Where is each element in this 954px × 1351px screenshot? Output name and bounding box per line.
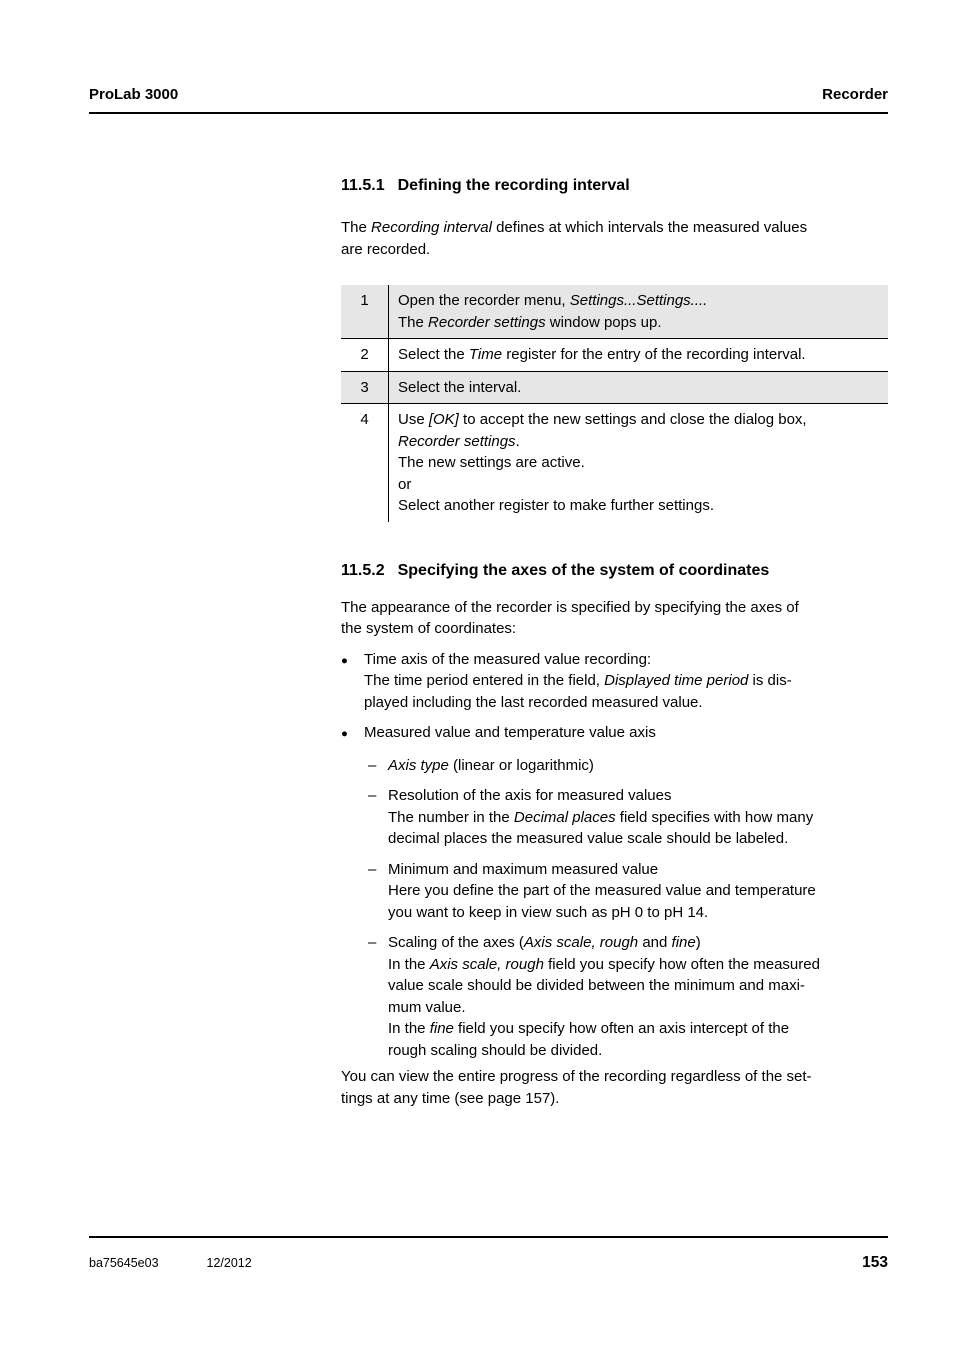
table-row: [341, 371, 888, 404]
text-line: mum value.: [388, 998, 466, 1016]
section-title: Defining the recording interval: [397, 177, 630, 194]
section-number: 11.5.1: [341, 177, 385, 194]
step-content-cell: [389, 339, 888, 371]
step-number-cell: 1: [341, 285, 389, 338]
list-item: [341, 859, 888, 924]
page-content: [341, 176, 888, 1109]
text-line: The appearance of the recorder is specified by specifying the axes of: [341, 598, 799, 616]
footer-date: 12/2012: [206, 1256, 252, 1270]
text-line: Axis type (linear or logarithmic): [388, 756, 594, 774]
text-line: You can view the entire progress of the recording regardless of the set-: [341, 1068, 812, 1085]
text-line: Select the interval.: [398, 378, 522, 396]
text-line: The Recording interval defines at which intervals the measured values: [341, 219, 808, 236]
page-header: [89, 86, 888, 104]
text-line: decimal places the measured value scale should be labeled.: [388, 830, 789, 847]
text-line: Here you define the part of the measured value and temperature: [388, 882, 816, 899]
text-line: Select the Time register for the entry of the recording interval.: [398, 346, 806, 363]
text-line: The Recorder settings window pops up.: [398, 313, 662, 331]
text-line: Time axis of the measured value recording:: [364, 650, 652, 668]
page-footer: [89, 1254, 888, 1272]
text-line: Select another register to make further settings.: [398, 497, 714, 514]
text-line: In the Axis scale, rough field you specify how often the measured: [388, 955, 820, 973]
list-item: [341, 932, 888, 1061]
steps-table: [341, 285, 888, 522]
list-item: [341, 785, 888, 850]
dash-icon: –: [368, 787, 377, 804]
footer-rule: [89, 1236, 888, 1238]
text-line: rough scaling should be divided.: [388, 1041, 603, 1059]
text-line: Recorder settings.: [398, 432, 520, 450]
text-line: tings at any time (see page 157).: [341, 1089, 560, 1107]
text-line: The new settings are active.: [398, 454, 585, 471]
footer-doc-id: ba75645e03: [89, 1256, 159, 1270]
text-line: or: [398, 475, 412, 493]
step-number-cell: 2: [341, 339, 389, 371]
step-content-cell: [389, 404, 888, 522]
dash-icon: –: [368, 934, 377, 951]
text-line: The number in the Decimal places field specifies with how many: [388, 808, 814, 826]
dash-icon: –: [368, 756, 377, 774]
bullet-icon: ●: [341, 654, 348, 667]
text-line: Open the recorder menu, Settings...Settings....: [398, 292, 708, 309]
step-number-cell: 3: [341, 372, 389, 404]
text-line: The time period entered in the field, Displayed time period is dis-: [364, 672, 792, 689]
text-line: Minimum and maximum measured value: [388, 860, 659, 878]
header-rule: [89, 112, 888, 114]
text-line: In the fine field you specify how often an axis intercept of the: [388, 1020, 790, 1037]
step-content-cell: [389, 372, 888, 404]
paragraph: [341, 217, 888, 260]
header-doc-title: ProLab 3000: [89, 86, 179, 103]
list-item: [341, 722, 888, 746]
section-heading-1152: [341, 561, 888, 581]
section-title: Specifying the axes of the system of coordinates: [397, 561, 770, 579]
table-row: [341, 285, 888, 338]
table-row: [341, 403, 888, 522]
section-number: 11.5.2: [341, 561, 385, 579]
step-number-cell: 4: [341, 404, 389, 522]
text-line: you want to keep in view such as pH 0 to pH 14.: [388, 903, 709, 921]
bullet-list: [341, 649, 888, 1062]
section-heading-1151: [341, 176, 888, 196]
table-row: [341, 338, 888, 371]
text-line: Scaling of the axes (Axis scale, rough and fine): [388, 934, 701, 951]
step-content-cell: [389, 285, 888, 338]
footer-page-number: 153: [862, 1254, 888, 1271]
text-line: played including the last recorded measured value.: [364, 693, 703, 711]
paragraph: [341, 1066, 888, 1109]
list-item: [341, 755, 888, 777]
header-chapter-title: Recorder: [822, 86, 888, 103]
text-line: the system of coordinates:: [341, 620, 517, 637]
paragraph: [341, 597, 888, 640]
dash-icon: –: [368, 860, 377, 878]
text-line: value scale should be divided between the minimum and maxi-: [388, 977, 805, 994]
list-item: [341, 649, 888, 714]
text-line: Measured value and temperature value axis: [364, 724, 656, 741]
bullet-icon: ●: [341, 728, 348, 740]
text-line: are recorded.: [341, 240, 431, 258]
text-line: Resolution of the axis for measured values: [388, 787, 672, 804]
text-line: Use [OK] to accept the new settings and close the dialog box,: [398, 411, 807, 428]
